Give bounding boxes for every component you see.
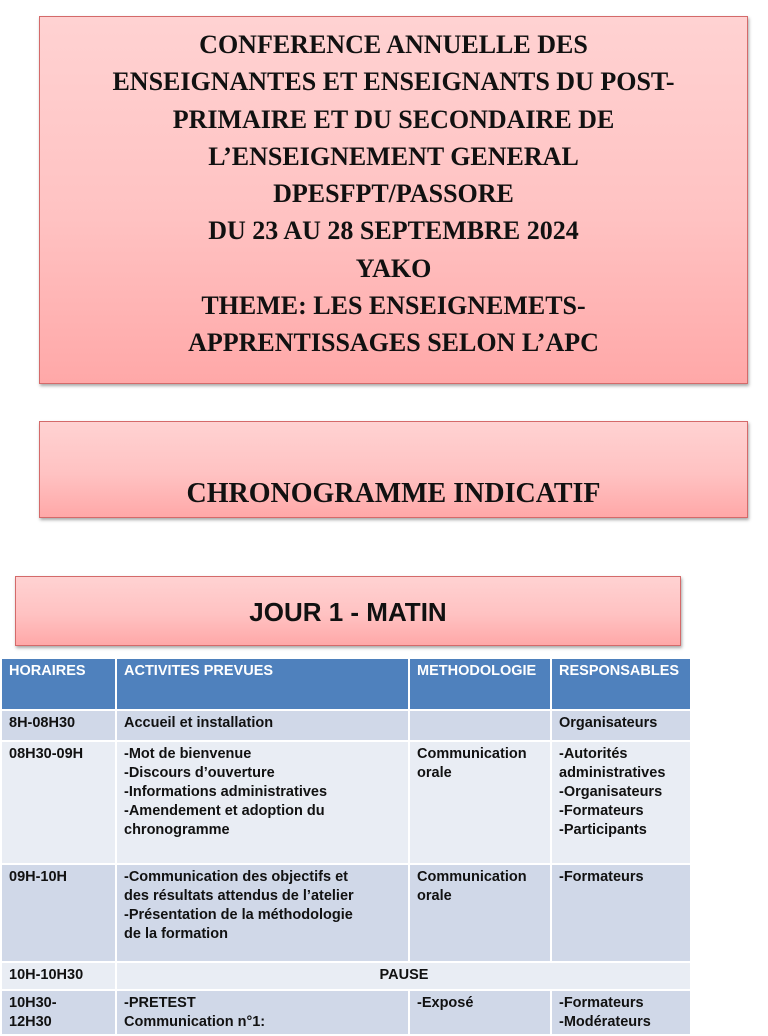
cell-line: orale	[417, 888, 452, 904]
cell-line: administratives	[559, 765, 666, 781]
cell-line: -Amendement et adoption du	[124, 803, 325, 819]
title-line: DU 23 AU 28 SEPTEMBRE 2024	[208, 216, 579, 246]
cell-activites	[116, 741, 409, 864]
cell-horaire	[1, 962, 116, 990]
cell-line: des résultats attendus de l’atelier	[124, 888, 354, 904]
cell-activites	[116, 710, 409, 741]
cell-methodologie	[409, 990, 551, 1035]
cell-line: -PRETEST	[124, 995, 196, 1011]
table-row	[1, 710, 691, 741]
cell-methodologie	[409, 864, 551, 962]
table-row	[1, 741, 691, 864]
cell-horaire	[1, 741, 116, 864]
cell-line: -Mot de bienvenue	[124, 746, 252, 762]
cell-line: chronogramme	[124, 822, 230, 838]
cell-line: -Formateurs	[559, 803, 644, 819]
cell-line: 08H30-09H	[9, 746, 84, 762]
header-horaires: HORAIRES	[1, 658, 116, 710]
cell-line: -Formateurs	[559, 995, 644, 1011]
cell-line: -Participants	[559, 822, 647, 838]
cell-line: -Présentation de la méthodologie	[124, 907, 353, 923]
cell-activites	[116, 990, 409, 1035]
cell-line: 12H30	[9, 1014, 52, 1030]
day-title-box	[15, 576, 681, 646]
conference-title	[40, 17, 747, 362]
cell-horaire	[1, 864, 116, 962]
cell-line: Communication	[417, 746, 527, 762]
cell-horaire	[1, 710, 116, 741]
conference-title-box	[39, 16, 748, 384]
header-activites: ACTIVITES PREVUES	[116, 658, 409, 710]
cell-responsables	[551, 864, 691, 962]
cell-line: -Modérateurs	[559, 1014, 651, 1030]
table-header-row	[1, 658, 691, 710]
cell-responsables	[551, 990, 691, 1035]
day-title: JOUR 1 - MATIN	[249, 597, 447, 627]
title-line: APPRENTISSAGES SELON L’APC	[188, 328, 599, 358]
table-row	[1, 962, 691, 990]
table-row	[1, 864, 691, 962]
cell-methodologie	[409, 710, 551, 741]
cell-responsables	[551, 741, 691, 864]
header-responsables: RESPONSABLES	[551, 658, 691, 710]
cell-activites	[116, 864, 409, 962]
cell-line: -Communication des objectifs et	[124, 869, 348, 885]
title-line: ENSEIGNANTES ET ENSEIGNANTS DU POST-	[112, 67, 675, 97]
chronogramme-title: CHRONOGRAMME INDICATIF	[186, 478, 601, 509]
cell-line: -Exposé	[417, 995, 474, 1011]
cell-line: de la formation	[124, 926, 228, 942]
schedule-table	[0, 657, 692, 1036]
header-methodologie: METHODOLOGIE	[409, 658, 551, 710]
cell-line: Organisateurs	[559, 715, 658, 731]
cell-line: Communication	[417, 869, 527, 885]
cell-line: 10H-10H30	[9, 967, 84, 983]
table-row	[1, 990, 691, 1035]
cell-line: orale	[417, 765, 452, 781]
cell-methodologie	[409, 741, 551, 864]
cell-line: 10H30-	[9, 995, 57, 1011]
cell-line: -Formateurs	[559, 869, 644, 885]
title-line: PRIMAIRE ET DU SECONDAIRE DE	[172, 104, 615, 134]
title-line: L’ENSEIGNEMENT GENERAL	[208, 141, 579, 171]
chronogramme-box	[39, 421, 748, 518]
title-line: CONFERENCE ANNUELLE DES	[199, 30, 588, 59]
cell-line: Communication n°1:	[124, 1014, 266, 1030]
title-line: YAKO	[355, 253, 432, 283]
cell-line: Accueil et installation	[124, 715, 274, 731]
cell-pause: PAUSE	[116, 962, 691, 990]
title-line: THEME: LES ENSEIGNEMETS-	[201, 291, 586, 321]
cell-horaire	[1, 990, 116, 1035]
cell-line: 8H-08H30	[9, 715, 76, 731]
cell-line: -Autorités	[559, 746, 628, 762]
cell-line: -Organisateurs	[559, 784, 663, 800]
cell-responsables	[551, 710, 691, 741]
cell-line: -Informations administratives	[124, 784, 328, 800]
cell-line: -Discours d’ouverture	[124, 765, 275, 781]
cell-line: 09H-10H	[9, 869, 68, 885]
title-line: DPESFPT/PASSORE	[273, 179, 514, 209]
